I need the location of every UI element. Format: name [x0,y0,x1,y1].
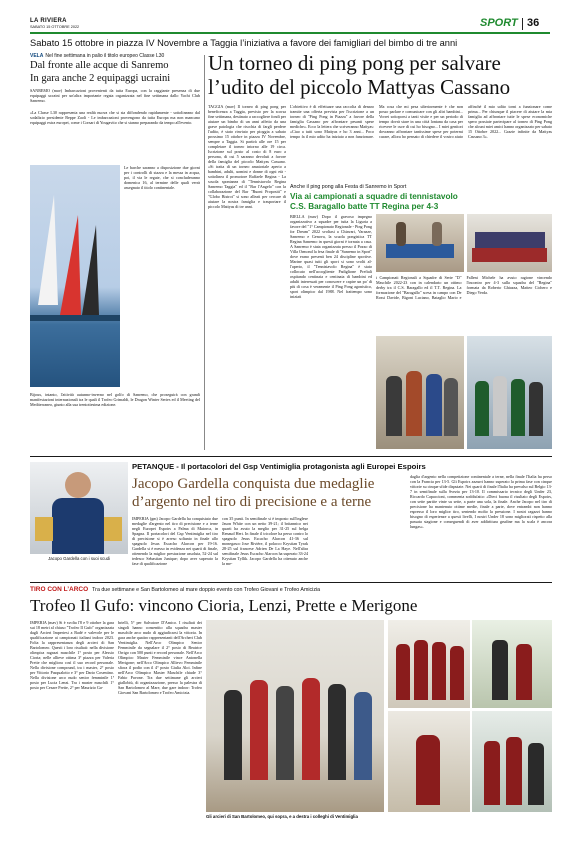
vela-kicker-text: Nel fine settimana in palio il titolo europeo Classe L30 [45,53,165,59]
tiro-photo-ventimiglia-4 [472,711,552,812]
header-rule [30,32,550,34]
pingpong-title-line-2: l’udito del piccolo Mattyas Cassano [208,75,511,99]
petanque-col-1: IMPERIA (gm) Jacopo Gardella ha conquistato due medaglie d'argento nel tiro di precisione e a terne negli Europei Espoirs a Palma di Maiorca, in Spagna. Il portacolori del Gsp Ventimiglia nel tiro di precisione si è arreso soltanto in finale allo spagnolo Jesus Escacho Alarcon per 19-16. Gardella si è messo in evidenza nei quarti di finale, ottenendo la miglior prestazione assoluta, 52-24 sul tedesco Sebastian Junique; dopo aver superato la fase di qualificazione [132,516,218,566]
pingpong-sub-body-2: i Campionati Regionali a Squadre di Serie "D" Maschile 2022-23 con in calendario un ottimo derby tra il C.S. Baragallo ed il T.T. Regina. La formazione del "Baragallo" scesa in campo con De Rossi Davide, Bigoni Luciano, Bataglio Mario e Falleni Michele ha avuto ragione vincendo l'incontro per 4-3 sulla squadra del "Regina" formata da Roberto Ghiazza, Matteo Cichero e Diego Verda. [376,275,552,300]
vela-kicker-tag: VELA [30,53,44,59]
section-rule-2 [30,582,552,583]
tiro-photo-ventimiglia-1 [388,620,470,708]
pingpong-sub-body-1: BIELLA (mav) Dopo il gravoso impegno organizzativo a squadre per tutta la Liguria a favore del "1° Campionato Regionale - Ping Pong for Dream" 2022 svoltasi a Chiavari, Varazze, Sanremo e Genova, la scuola pongistica TT Regina Sanremo in questi giorni è tornata a casa. A Sanremo è stata organizzata presso il Pozzo di Villa Ormond la fesa finale di "Sanremo in Sport" dove erano presenti ben 24 discipline sportive. Marine quasi tutti gli sport si sono svolti al-l'aperto, il "Tennistavolo Regina" è stato collocato nell'accogliente Padiglione Prefiali ospitando centinaia e centinaia di bambini ed adulti interessati per conoscere e capire un po' di più di cosa è veramente il Ping Pong agonistico, sport olimpico dal 1988. Nel frattempo sono iniziati [290,214,372,299]
vela-body-2: Le barche saranno a disposizione due giorni per i controlli di stazza e la messa in acqua, poi, il via le regate, che si concluderanno domenica 16, al termine delle quali verrà assegnato il titolo continentale. [124,165,200,190]
section-label: SPORT [480,17,518,29]
petanque-kicker: PETANQUE - Il portacolori del Gsp Ventimiglia protagonista agli Europei Espoirs [132,462,426,471]
pingpong-sub-title-1: Via ai campionati a squadre di tennistavolo [290,192,458,201]
vela-body-1: «La Classe L30 rappresenta una realtà nuova che si sta diffondendo rapidamente - sottolineano dal sodalizio presidente Beppe Zaoli - Le imbarcazioni provengono da tutta Europa ma non mancano equipaggi extra europei, come i Corsari di Yougavito che si stanno preparando da tempo all'evento. [30,110,200,125]
section-rule-1 [30,456,552,457]
petanque-photo [30,462,128,554]
top-banner: Sabato 15 ottobre in piazza IV Novembre a Taggia l’iniziativa a favore dei famigliari del bimbo di tre anni [30,38,458,48]
pingpong-sub-kicker: Anche il ping pong alla Festa di Sanremo in Sport [290,184,407,190]
petanque-col-3: daglia d'argento nella competizione continentale a terne, nella finale l'Italia ha perso con la Francia per 13-5. Gli Espoirs azzurri hanno superato la prima fase con cinque vittorie su cinque sfide disputate. Nei quarti di finale l'Italia ha prevalso sul Belgio 13-7 in semifinale sulla Svezia per 13-10. Il commissario tecnico degli Under 23, Riccardo Capaccioni, commenta soddisfatto: «Dieci buona il risultato degli Espoirs, con sette partite vinte su sette, a parte una sola, la finale. Anche Jacopo nel tiro di precisione ha mantenuto ottime medie, finale a parte, dove entrambi non hanno espresso il loro miglior tiro, sentendo molto la pressione. I nostri ragazzi hanno bisogno di esperienze a questi livelli, I nostri Under 18 sono migliorati rispetto alla passata stagione e conseguendi di aver addirittura grudine ma la scala è ancora lungas». [410,474,552,529]
vela-body-3: Bijoux, intanto, l'attività autunno-inverno nel golfo di Sanremo, che proseguirà con grandi manifestazioni internazionali tra le quali il Trofeo Grimaldi, le Dragon Winter Series ed il Meeting del Mediterraneo, giunto alla sua trentottesima edizione. [30,392,200,407]
vela-title-line-1: Dal fronte alle acque di Sanremo [30,60,169,71]
pingpong-sub-title-2: C.S. Baragallo batte TT Regina per 4-3 [290,202,439,211]
page-number: 36 [527,17,540,29]
vela-title-line-2: In gara anche 2 equipaggi ucraini [30,73,171,84]
tiro-photo-ventimiglia-3 [388,711,470,812]
vela-kicker [30,53,200,59]
tiro-photo-san-bartolomeo [206,620,384,812]
pingpong-photo-table [376,214,464,272]
tiro-title: Trofeo Il Gufo: vincono Cioria, Lenzi, Prette e Merigone [30,596,418,615]
pingpong-photo-kids [467,214,552,272]
masthead: LA RIVIERA [30,18,67,24]
tiro-photo-caption: Gli arcieri di San Bartolomeo, qui sopra, e a destra i colleghi di Ventimiglia [206,814,358,819]
tiro-col-2: brielli, 5° per Salvatore D'Amico. I risultati dei singoli hanno consentito alla squadra master maschile arco nudo di aggiudicarsi la vittoria. In gara anche quattro rappresentanti dell'Archeri Club Ventimiglia. Nell'Arco Olimpico Senior Femminile da segnalare il 2° posto di Beatrice Orrigo con 500 punti e record personale. Nell'Arco Olimpico Master Femminile vince Antonella Merigone; nell'Arco Olimpico Allievo Femminile sfiora il podio con il 4° posto Giulia Aloi. Infine nell'Arco Olimpico Master Maschile chiude 3° Fabio Pavone. Tra due settimane gli arcieri giallobiù, di organizzazione, presso la palestra di San Bartolomeo al Mare, due gare indoor: Trofeo Giovani San Bartolomeo e Trofeo Amicizia. [118,620,202,695]
section-divider [522,18,523,30]
petanque-col-2: con 35 punti. In semifinale si è imposto sull'inglese Jason White con un netto 39-21; il britannico nei quarti ha avuto la meglio per 31-25 sul belga Renaud Hert. In finale il tricolore ha perso contro lo spagnolo Jesus Escacho Alarcon 41-36 sul monegasco Jose Rivière, il polacco Krystian Tyrak 28-25 sul francese Adrien De La Haye. Nell'altra semifinale Jesus Escacho Alarcon ha superato 33-24 Krystian Tyllik. Jacopo Gardella ha ottenuto anche la me- [222,516,308,566]
pingpong-col-2: L'obiettivo è di effettuare una raccolta di denaro tramite una offerta prevista per l'iscrizione a un torneo di "Ping Pong in Piazza" a favore della famiglia Cassano per affrontare pesanti spese mediche». Ecco la lettera che scriveranno Mattyas: «Ciao a tutti sono Mattyas e ho 3 anni... Poco tempo fa il mio udito ha iniziato a non funzionare. Ma cosa che mi pesa ulteriormente è che non posso parlare e comunicare con gli altri bambini... Vorrei sottoporsi a tanti visite e per un periodo di tempo dovrà stare in una città lontana da casa per ricevere le cure di cui ho bisogno... I miei genitori dovranno affrontare tantissime spese per potermi curare, allora ho pensato di chiedere il vostro aiuto affinché il mio udito torni a funzionare come prima... Per chiunque il piacere di aiutare la mia famiglia ad affrontare tutte le spese economiche spero possiate partecipare al torneo di Ping Pong che alcuni miei amici hanno organizzato per sabato 15 Ottobre 2022... Grazie infinite da Mattyas Cassano 3». [290,104,552,139]
vela-photo-regatta [30,165,120,387]
column-rule [204,55,205,450]
tiro-photo-ventimiglia-2 [472,620,552,708]
tiro-kicker-text: Tra due settimane e San Bartolomeo al mare doppio evento con Trofeo Giovani e Trofeo Amicizia [92,587,321,593]
tiro-kicker-tag: TIRO CON L’ARCO [30,586,89,593]
pingpong-photo-team [376,336,464,449]
pingpong-col-1: TAGGIA (mav) Il torneo di ping pong per beneficenza a Taggia, previsto per la scorsa fine settimana, destinato a raccogliere fondi per aiutare un bimbo di un anni affetto da una grave patologia che riscchia di fargli perdere l'udito, è stato rinviato per pioggia a sabato prossimo 15 ottobre in piazza IV Novembre, sempre a Taggia. Si partirà alle ore 15 per completare il torneo intorno alle 19 circa. Iscrizione sul posto al costo di 8 euro a persona, di cui 5 saranno devoluti a favore della famiglia del piccolo Mattyas Cassano. «Si tratta di un torneo amatoriale aperto a bambini, adulti, uomini e donne di ogni età - sottolinea il promotore Raffaele Regina - La scuola spontanea di "Tennistavolo Regina Sanremo Taggia" ed il "Bar l'Angelo" con la collaborazione del Bar "Buoni Propositi" e "Globo Bistrot" si sono alleati per cercare di aiutare la nostra famiglia e trasportare il piccolo Mattyas di tre anni. [208,104,286,209]
pingpong-photo-players [467,336,552,449]
petanque-title-line-2: d’argento nel tiro di precisione e a terne [132,494,372,510]
petanque-title-line-1: Jacopo Gardella conquista due medaglie [132,476,375,492]
pingpong-title-line-1: Un torneo di ping pong per salvare [208,51,501,75]
petanque-photo-caption: Jacopo Gardella con i suoi scudi [48,556,110,561]
issue-date: SABATO 15 OTTOBRE 2022 [30,25,80,29]
tiro-kicker [30,586,552,593]
vela-lead: SANREMO (mav) Imbarcazioni provenienti da tutta Europa, con la raggiante presenza di due equipaggi ucraini per un'altra importante regata organizzata nel fine settimana dallo Yacht Club Sanremo. [30,88,200,103]
tiro-col-1: IMPERIA (mav) Si è svolta l'8 e 9 ottobre la gara sui 18 metri al chiuso "Trofeo Il Gufo" organizzata dagli Arcieri Imperiesi a Badé e valevole per le qualificazione ai campionati italiani indoor 2023. Folta la rappresentanza degli arcieri di San Bartolomeo. Questi i loro risultati: nella divisione olimpica ragazzi maschile 1° posto per Alessio Cioria; nelle allieve ottima 3ª piazza per Valeria Prette che migliora così il suo record personale. Nella divisione compound, tra i master, 2° posto per Vittorio Pasqualotto e 3° per Dario Cosentino. Nella divisione arco nudo senior femminile 1ª posto per Lucia Lenzi. Tra i master maschili 1° posto per Cesare Prette, 2° per Maurizio Ga- [30,620,114,690]
